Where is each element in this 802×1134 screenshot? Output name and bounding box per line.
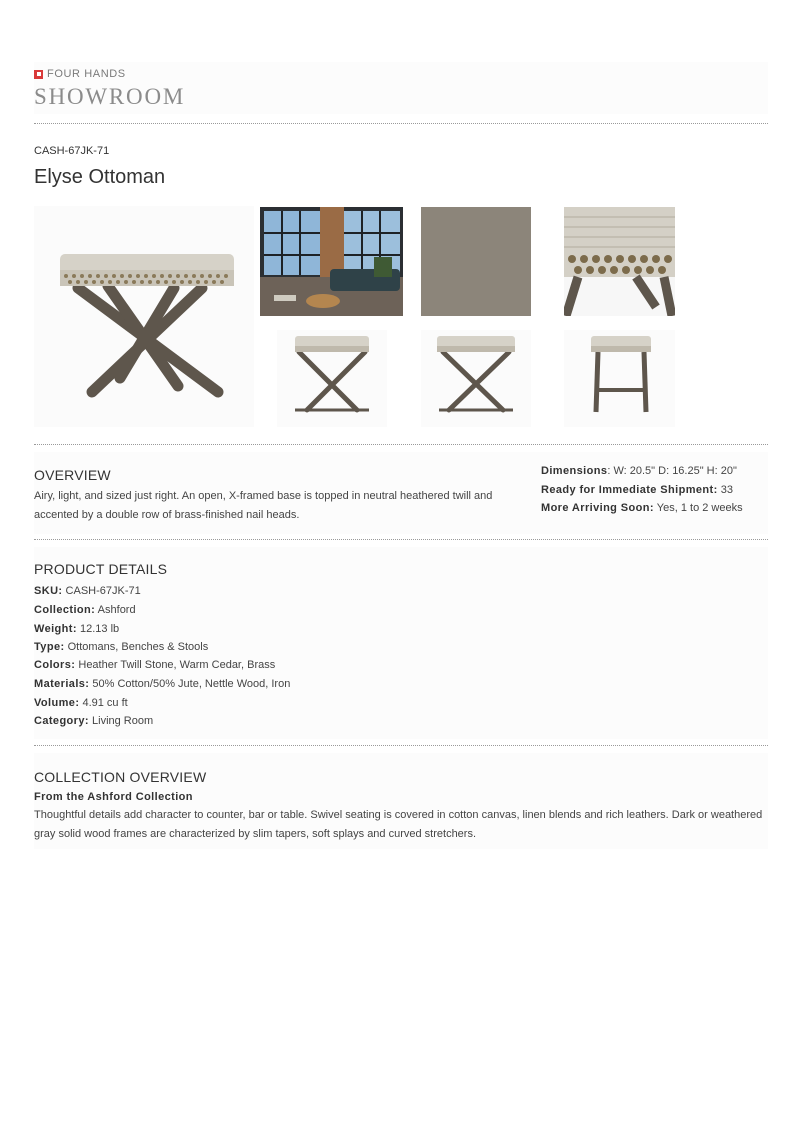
product-title: Elyse Ottoman xyxy=(34,166,166,188)
detail-value: Living Room xyxy=(88,715,154,727)
ready-shipment-value: 33 xyxy=(717,484,733,496)
dimensions-label: Dimensions xyxy=(541,465,608,477)
ready-shipment-label: Ready for Immediate Shipment: xyxy=(541,484,718,496)
four-hands-logo-icon xyxy=(34,70,43,79)
detail-label: Category: xyxy=(34,715,89,727)
detail-row-collection xyxy=(34,604,136,616)
collection-subheading xyxy=(34,791,193,803)
product-details-heading: PRODUCT DETAILS xyxy=(34,561,168,577)
collection-subheading-text: From the Ashford Collection xyxy=(34,791,193,803)
nailhead-detail-image[interactable] xyxy=(564,207,675,316)
collection-overview-heading: COLLECTION OVERVIEW xyxy=(34,769,207,785)
brand-row xyxy=(34,68,126,80)
divider xyxy=(34,444,768,445)
detail-row-type xyxy=(34,641,208,653)
arriving-soon-value: Yes, 1 to 2 weeks xyxy=(653,502,743,514)
arriving-soon-spec xyxy=(541,502,743,514)
detail-label: Volume: xyxy=(34,697,80,709)
overview-text-line: Airy, light, and sized just right. An open, X-framed base is topped in neutral heathered twill and xyxy=(34,490,493,502)
product-sku: CASH-67JK-71 xyxy=(34,145,110,157)
arriving-soon-label: More Arriving Soon: xyxy=(541,502,654,514)
fabric-swatch-image[interactable] xyxy=(421,207,531,316)
detail-row-weight xyxy=(34,623,119,635)
overview-text-line: accented by a double row of brass-finished nail heads. xyxy=(34,509,300,521)
detail-label: Colors: xyxy=(34,659,76,671)
detail-row-materials xyxy=(34,678,290,690)
detail-value: 50% Cotton/50% Jute, Nettle Wood, Iron xyxy=(89,678,291,690)
divider xyxy=(34,123,768,124)
showroom-title: SHOWROOM xyxy=(34,84,186,109)
detail-label: SKU: xyxy=(34,585,63,597)
overview-text xyxy=(34,487,514,525)
divider xyxy=(34,745,768,746)
brand-name: FOUR HANDS xyxy=(47,68,126,80)
detail-value: Heather Twill Stone, Warm Cedar, Brass xyxy=(75,659,276,671)
detail-label: Type: xyxy=(34,641,65,653)
side-view-image[interactable] xyxy=(421,330,531,427)
detail-value: Ottomans, Benches & Stools xyxy=(64,641,209,653)
dimensions-spec xyxy=(541,465,737,477)
detail-label: Materials: xyxy=(34,678,90,690)
detail-row-volume xyxy=(34,697,128,709)
brand-header xyxy=(34,62,768,114)
front-view-image[interactable] xyxy=(277,330,387,427)
collection-text-line: gray solid wood frames are characterized by slim tapers, soft splays and curved stretchers. xyxy=(34,828,477,840)
detail-label: Collection: xyxy=(34,604,96,616)
detail-value: 4.91 cu ft xyxy=(79,697,128,709)
detail-row-category xyxy=(34,715,153,727)
detail-value: Ashford xyxy=(95,604,136,616)
collection-text-line: Thoughtful details add character to counter, bar or table. Swivel seating is covered in cotton canvas, linen blends and rich leathers. Dark or weathered xyxy=(34,809,763,821)
detail-row-colors xyxy=(34,659,275,671)
end-view-image[interactable] xyxy=(564,330,675,427)
room-scene-image[interactable] xyxy=(260,207,403,316)
divider xyxy=(34,539,768,540)
detail-value: CASH-67JK-71 xyxy=(62,585,141,597)
detail-value: 12.13 lb xyxy=(76,623,120,635)
ready-shipment-spec xyxy=(541,484,733,496)
main-product-image[interactable] xyxy=(34,206,254,427)
detail-row-sku xyxy=(34,585,141,597)
dimensions-value: : W: 20.5" D: 16.25" H: 20" xyxy=(607,465,737,477)
overview-heading: OVERVIEW xyxy=(34,467,111,483)
collection-overview-text xyxy=(34,806,768,844)
detail-label: Weight: xyxy=(34,623,77,635)
